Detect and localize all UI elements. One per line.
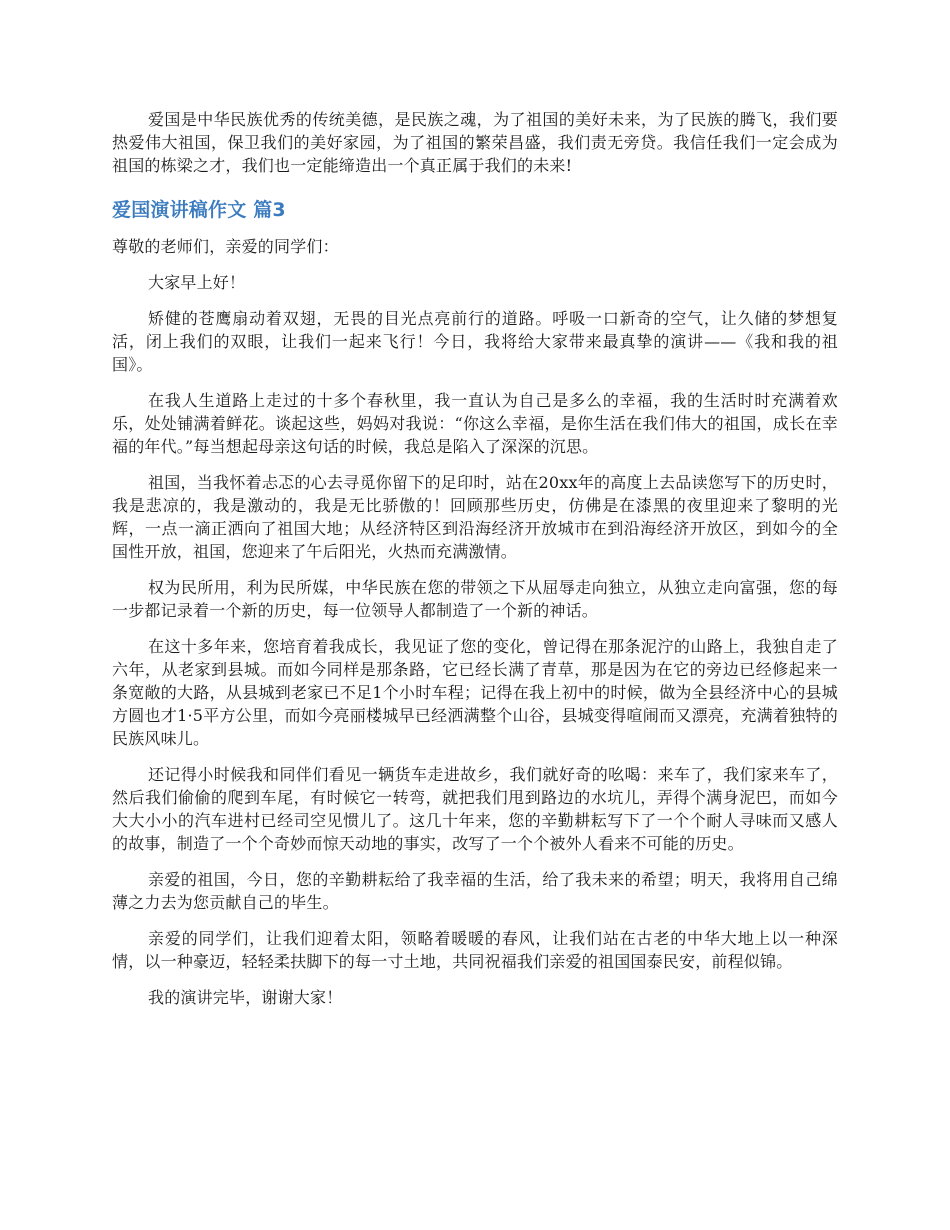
paragraph: 亲爱的祖国，今日，您的辛勤耕耘给了我幸福的生活，给了我未来的希望；明天，我将用自己绵薄之力去为您贡献自己的毕生。 — [112, 870, 838, 912]
paragraph: 祖国，当我怀着忐忑的心去寻觅你留下的足印时，站在20xx年的高度上去品读您写下的历史时，我是悲凉的，我是激动的，我是无比骄傲的！回顾那些历史，仿佛是在漆黑的夜里迎来了黎明的光辉，一点一滴正洒向了祖国大地；从经济特区到沿海经济开放城市在到沿海经济开放区，到如今的全国性开放，祖国，您迎来了午后阳光，火热而充满激情。 — [112, 473, 838, 561]
paragraph: 矫健的苍鹰扇动着双翅，无畏的目光点亮前行的道路。呼吸一口新奇的空气，让久储的梦想复活，闭上我们的双眼，让我们一起来飞行！今日，我将给大家带来最真挚的演讲——《我和我的祖国》。 — [112, 309, 838, 374]
document-body — [112, 108, 838, 1009]
paragraph: 在我人生道路上走过的十多个春秋里，我一直认为自己是多么的幸福，我的生活时时充满着欢乐，处处铺满着鲜花。谈起这些，妈妈对我说：“你这么幸福，是你生活在我们伟大的祖国，成长在幸福的年代。”每当想起母亲这句话的时候，我总是陷入了深深的沉思。 — [112, 391, 838, 456]
paragraph: 还记得小时候我和同伴们看见一辆货车走进故乡，我们就好奇的吆喝：来车了，我们家来车了，然后我们偷偷的爬到车尾，有时候它一转弯，就把我们甩到路边的水坑儿，弄得个满身泥巴，而如今大大小小的汽车进村已经司空见惯儿了。这几十年来，您的辛勤耕耘写下了一个个耐人寻味而又感人的故事，制造了一个个奇妙而惊天动地的事实，改写了一个个被外人看来不可能的历史。 — [112, 765, 838, 853]
paragraph: 亲爱的同学们，让我们迎着太阳，领略着暖暖的春风，让我们站在古老的中华大地上以一种深情，以一种豪迈，轻轻柔扶脚下的每一寸土地，共同祝福我们亲爱的祖国国泰民安，前程似锦。 — [112, 929, 838, 971]
section-heading: 爱国演讲稿作文 篇3 — [112, 199, 286, 221]
paragraph-greeting: 大家早上好！ — [148, 273, 246, 292]
paragraph: 在这十多年来，您培育着我成长，我见证了您的变化，曾记得在那条泥泞的山路上，我独自走了六年，从老家到县城。而如今同样是那条路，它已经长满了青草，那是因为在它的旁边已经修起来一条宽敞的大路，从县城到老家已不足1个小时车程；记得在我上初中的时候，做为全县经济中心的县城方圆也才1·5平方公里，而如今亮丽楼城早已经洒满整个山谷，县城变得喧闹而又漂亮，充满着独特的民族风味儿。 — [112, 637, 838, 748]
paragraph: 权为民所用，利为民所媒，中华民族在您的带领之下从屈辱走向独立，从独立走向富强，您的每一步都记录着一个新的历史，每一位领导人都制造了一个新的神话。 — [112, 578, 838, 620]
intro-paragraph: 爱国是中华民族优秀的传统美德，是民族之魂，为了祖国的美好未来，为了民族的腾飞，我们要热爱伟大祖国，保卫我们的美好家园，为了祖国的繁荣昌盛，我们责无旁贷。我信任我们一定会成为祖国的栋梁之才，我们也一定能缔造出一个真正属于我们的未来! — [112, 110, 838, 175]
salutation: 尊敬的老师们，亲爱的同学们： — [112, 237, 339, 256]
paragraph-closing: 我的演讲完毕，谢谢大家！ — [148, 988, 343, 1007]
